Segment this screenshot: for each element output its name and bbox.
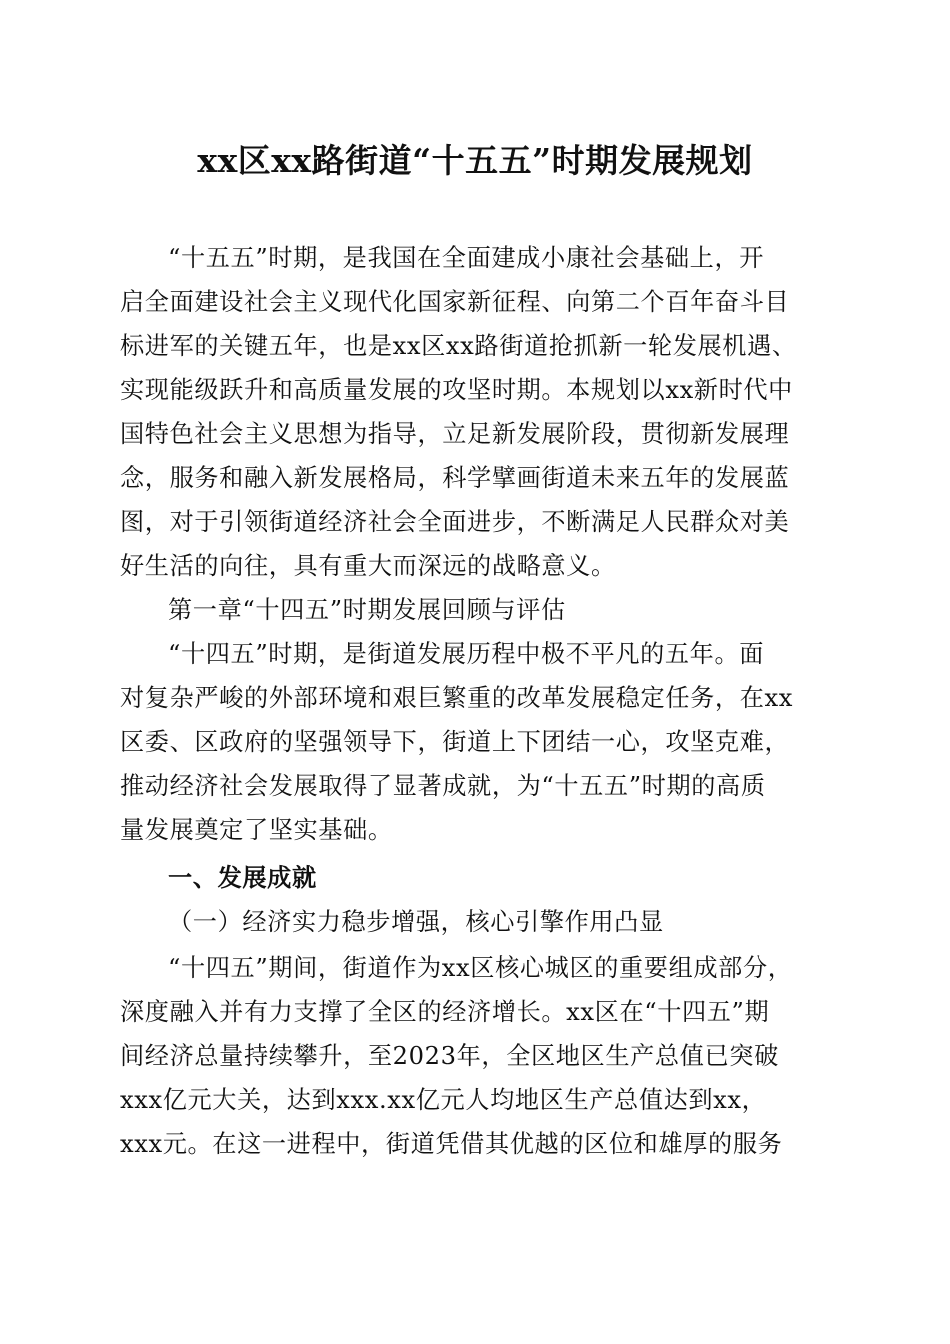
paragraph-line: 标进军的关键五年，也是xx区xx路街道抢抓新一轮发展机遇、 bbox=[120, 332, 797, 360]
paragraph-line: 好生活的向往，具有重大而深远的战略意义。 bbox=[120, 552, 616, 580]
paragraph-line: 实现能级跃升和高质量发展的攻坚时期。本规划以xx新时代中 bbox=[120, 376, 793, 404]
chapter-heading: 第一章“十四五”时期发展回顾与评估 bbox=[168, 596, 566, 624]
document-title: xx区xx路街道“十五五”时期发展规划 bbox=[197, 141, 753, 180]
paragraph-line: “十四五”期间，街道作为xx区核心城区的重要组成部分， bbox=[168, 954, 793, 982]
paragraph-line: 区委、区政府的坚强领导下，街道上下团结一心，攻坚克难， bbox=[120, 728, 790, 756]
paragraph-line: 对复杂严峻的外部环境和艰巨繁重的改革发展稳定任务，在xx bbox=[120, 684, 793, 712]
paragraph-line: “十五五”时期，是我国在全面建成小康社会基础上，开 bbox=[168, 244, 765, 272]
paragraph-line: 深度融入并有力支撑了全区的经济增长。xx区在“十四五”期 bbox=[120, 998, 770, 1026]
paragraph-line: 量发展奠定了坚实基础。 bbox=[120, 816, 393, 844]
subsection-heading: （一）经济实力稳步增强，核心引擎作用凸显 bbox=[168, 908, 664, 936]
paragraph-line: xxx亿元大关，达到xxx.xx亿元人均地区生产总值达到xx， bbox=[120, 1086, 767, 1114]
paragraph-line: 国特色社会主义思想为指导，立足新发展阶段，贯彻新发展理 bbox=[120, 420, 790, 448]
paragraph-line: xxx元。在这一进程中，街道凭借其优越的区位和雄厚的服务 bbox=[120, 1130, 783, 1158]
paragraph-line: 启全面建设社会主义现代化国家新征程、向第二个百年奋斗目 bbox=[120, 288, 790, 316]
paragraph-line: 推动经济社会发展取得了显著成就，为“十五五”时期的高质 bbox=[120, 772, 766, 800]
paragraph-line: “十四五”时期，是街道发展历程中极不平凡的五年。面 bbox=[168, 640, 765, 668]
paragraph-line: 间经济总量持续攀升，至2023年，全区地区生产总值已突破 bbox=[120, 1042, 779, 1070]
section-heading: 一、发展成就 bbox=[168, 863, 317, 892]
paragraph-line: 图，对于引领街道经济社会全面进步，不断满足人民群众对美 bbox=[120, 508, 790, 536]
paragraph-line: 念，服务和融入新发展格局，科学擘画街道未来五年的发展蓝 bbox=[120, 464, 790, 492]
